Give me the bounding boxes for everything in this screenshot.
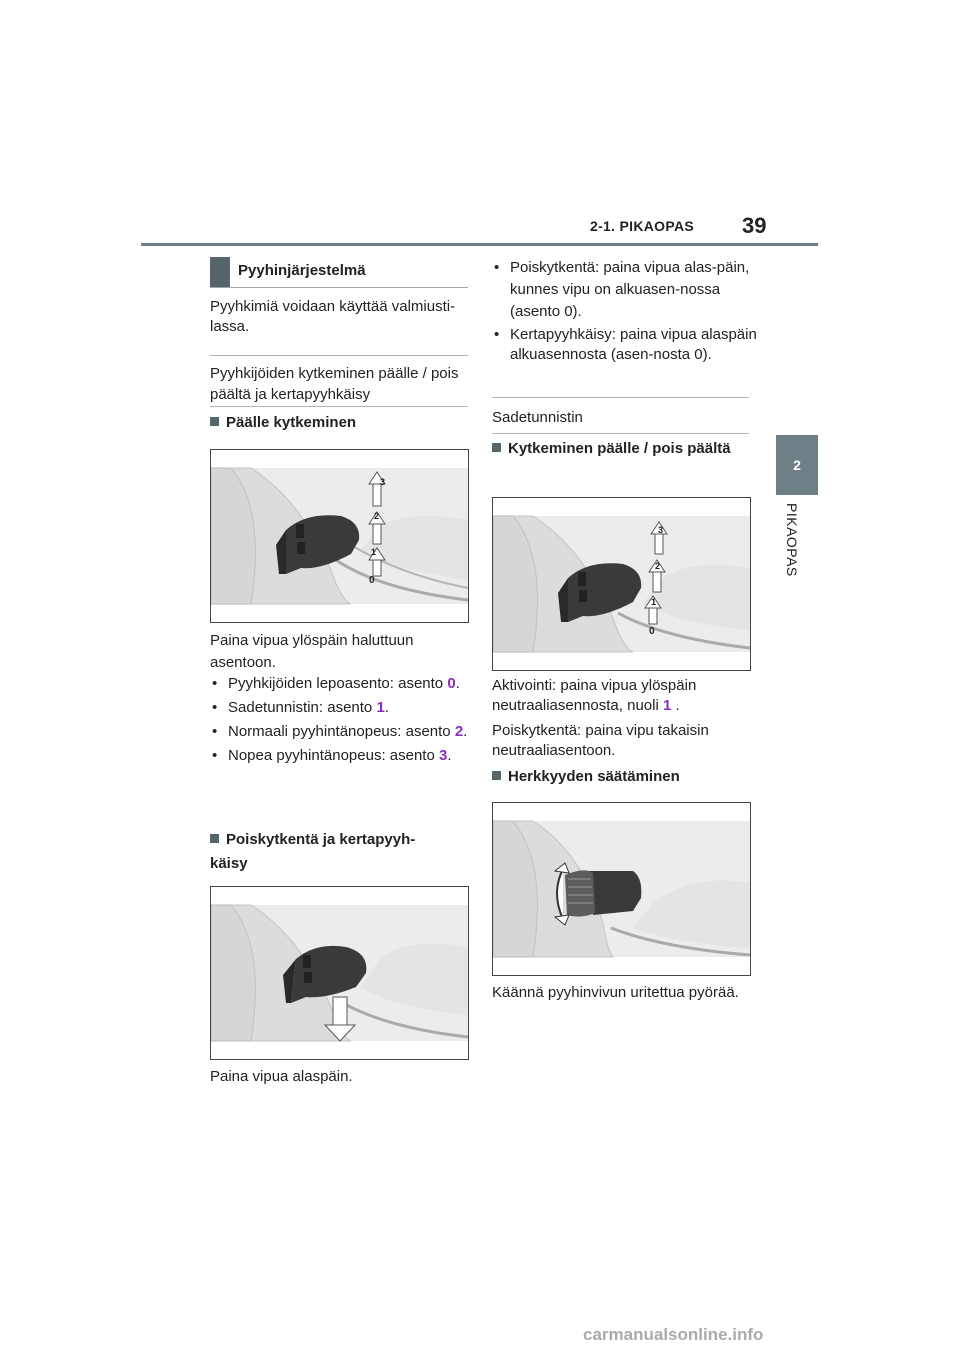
fig1-label-2: 2	[374, 511, 380, 521]
fig3-label-1: 1	[651, 597, 657, 607]
section-header: 2-1. PIKAOPAS	[590, 218, 694, 234]
watermark: carmanualsonline.info	[583, 1325, 764, 1344]
square-bullet-icon	[492, 443, 501, 452]
single-wipe-item: • Kertapyyhkäisy: paina vipua alaspäin alkuasennosta (asen-nosta 0).	[492, 325, 757, 365]
section-title-box	[210, 257, 468, 288]
switch-off-list	[492, 257, 757, 368]
lever-down-illustration-icon	[211, 887, 468, 1059]
fig1-label-1: 1	[371, 547, 377, 557]
position-item-0: • Pyyhkijöiden lepoasento: asento 0.	[210, 673, 472, 694]
square-bullet-icon	[210, 834, 219, 843]
subheading-text: Päälle kytkeminen	[226, 414, 357, 431]
fig1-caption: Paina vipua ylöspäin haluttuun asentoon.	[210, 632, 414, 671]
position-item-3: • Nopea pyyhintänopeus: asento 3.	[210, 745, 472, 766]
subheading-rain-sensor-onoff	[492, 437, 732, 461]
activation-text: Aktivointi: paina vipua ylöspäin neutraaliasennosta, nuoli 1 .	[492, 677, 697, 714]
subheading-text: Herkkyyden säätäminen	[508, 768, 680, 785]
figure-lever-down	[210, 886, 469, 1060]
position-item-1: • Sadetunnistin: asento 1.	[210, 697, 472, 718]
section-title: Pyyhinjärjestelmä	[238, 262, 366, 279]
subheading-sensitivity	[492, 765, 752, 789]
page-number: 39	[742, 213, 767, 238]
subheading-switch-off	[210, 828, 440, 876]
fig3-label-0: 0	[649, 626, 655, 637]
fig3-label-2: 2	[655, 561, 661, 571]
fig4-caption: Käännä pyyhinvivun uritettua pyörää.	[492, 984, 739, 1001]
chapter-tab: 2	[776, 435, 818, 495]
figure-sensitivity-wheel	[492, 802, 751, 976]
sensitivity-wheel-illustration-icon	[493, 803, 750, 975]
figure-rain-sensor-lever	[492, 497, 751, 671]
fig3-label-3: 3	[658, 525, 664, 535]
position-item-2: • Normaali pyyhintänopeus: asento 2.	[210, 721, 472, 742]
section-title-bar	[210, 257, 230, 287]
fig1-label-0: 0	[369, 575, 375, 586]
fig2-caption: Paina vipua alaspäin.	[210, 1068, 353, 1085]
rain-sensor-illustration-icon	[493, 498, 750, 670]
topic-rain-sensor: Sadetunnistin	[492, 397, 749, 434]
switch-off-item: • Poiskytkentä: paina vipua alas-päin, kunnes vipu on alkuasen-nossa (asento 0).	[492, 257, 757, 323]
intro-text: Pyyhkimiä voidaan käyttää valmiusti-lassa.	[210, 298, 456, 335]
subheading-text: Poiskytkentä ja kertapyyh-käisy	[210, 831, 416, 872]
square-bullet-icon	[210, 417, 219, 426]
header-rule	[141, 243, 818, 246]
lever-illustration-icon	[211, 450, 468, 622]
chapter-label: PIKAOPAS	[784, 503, 800, 577]
deactivation-text: Poiskytkentä: paina vipu takaisin neutraaliasentoon.	[492, 722, 709, 759]
subheading-switch-on	[210, 411, 470, 435]
subheading-text: Kytkeminen päälle / pois päältä	[508, 440, 731, 457]
figure-lever-positions	[210, 449, 469, 623]
position-list	[210, 673, 472, 769]
square-bullet-icon	[492, 771, 501, 780]
fig1-label-3: 3	[380, 477, 386, 487]
topic-wipers: Pyyhkijöiden kytkeminen päälle / pois päältä ja kertapyyhkäisy	[210, 355, 468, 407]
